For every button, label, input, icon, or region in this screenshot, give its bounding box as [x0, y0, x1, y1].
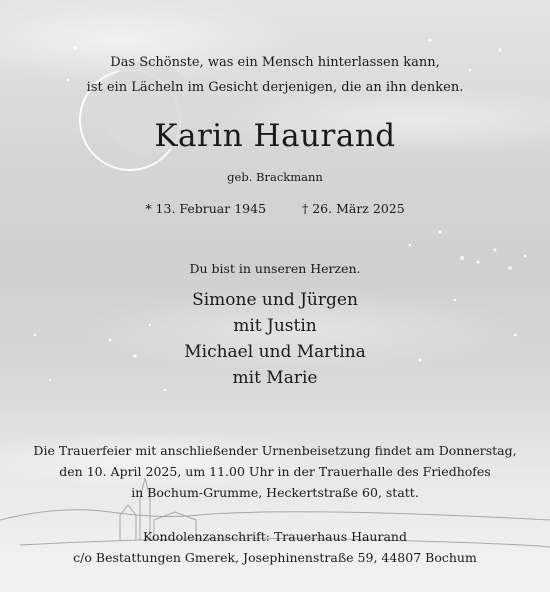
service-line: Die Trauerfeier mit anschließender Urnenbeisetzung findet am Donnerstag,	[33, 443, 517, 458]
life-dates	[0, 201, 550, 216]
condolence-line: c/o Bestattungen Gmerek, Josephinenstraße 59, 44807 Bochum	[73, 550, 477, 565]
birth-name: geb. Brackmann	[227, 170, 323, 184]
deceased-name: Karin Haurand	[154, 118, 396, 154]
family-member: Michael und Martina	[184, 342, 366, 362]
condolence-line: Kondolenzanschrift: Trauerhaus Haurand	[143, 529, 407, 544]
birth-date: * 13. Februar 1945	[145, 201, 267, 216]
family-member: mit Marie	[232, 368, 318, 388]
service-line: den 10. April 2025, um 11.00 Uhr in der Trauerhalle des Friedhofes	[59, 464, 491, 479]
service-line: in Bochum-Grumme, Heckertstraße 60, statt.	[131, 485, 419, 500]
service-details	[30, 440, 520, 503]
memorial-quote	[50, 50, 500, 100]
family-member: Simone und Jürgen	[192, 290, 358, 310]
quote-line: ist ein Lächeln im Gesicht derjenigen, die an ihn denken.	[86, 80, 464, 95]
condolence-address	[30, 526, 520, 568]
mourning-family	[0, 287, 550, 391]
family-member: mit Justin	[233, 316, 317, 336]
quote-line: Das Schönste, was ein Mensch hinterlassen kann,	[110, 55, 440, 70]
farewell-heading: Du bist in unseren Herzen.	[189, 261, 361, 276]
death-date: † 26. März 2025	[302, 201, 405, 216]
